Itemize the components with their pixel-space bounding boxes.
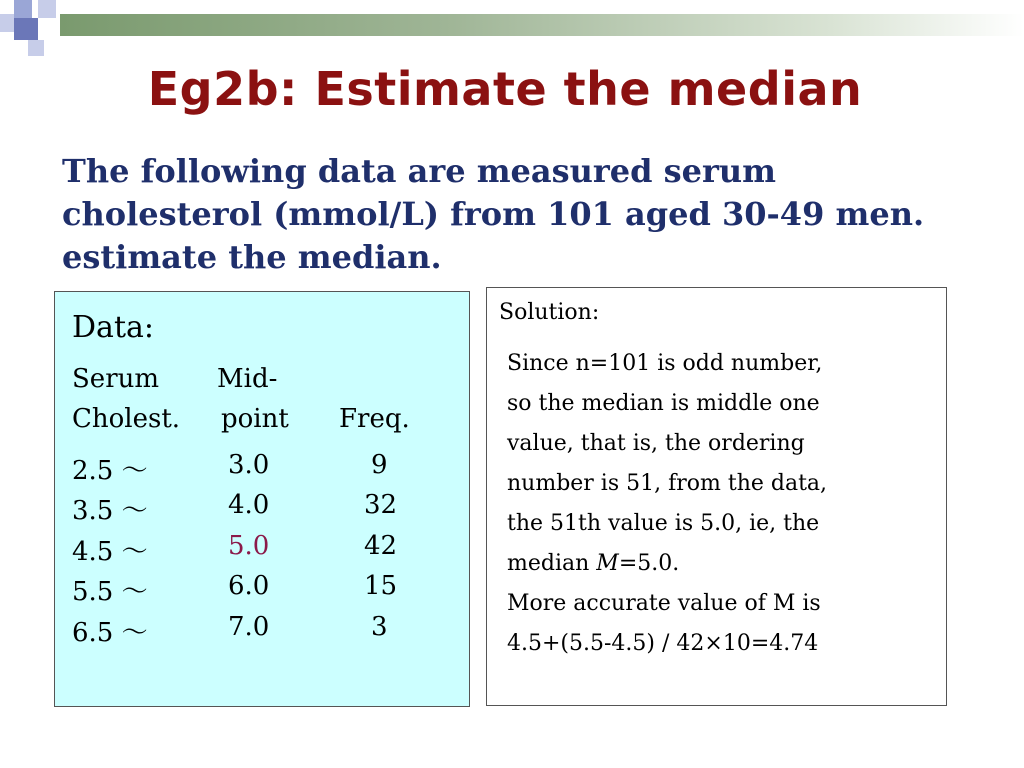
row-midpoint: 3.0 [228, 450, 270, 480]
solution-median-line [507, 551, 679, 576]
col-midpoint-header-line2: point [221, 404, 289, 434]
row-midpoint-highlighted: 5.0 [228, 531, 270, 561]
row-freq: 42 [364, 531, 398, 561]
solution-line: 4.5+(5.5-4.5) / 42×10=4.74 [507, 631, 819, 656]
intro-line: estimate the median. [62, 238, 442, 276]
slide-title: Eg2b: Estimate the median [147, 62, 863, 116]
corner-square-3 [0, 14, 14, 32]
solution-line: Since n=101 is odd number, [507, 351, 823, 376]
col-serum-header-line2: Cholest. [72, 404, 181, 434]
row-midpoint: 4.0 [228, 490, 270, 520]
corner-square-1 [14, 0, 32, 18]
solution-line: number is 51, from the data, [507, 471, 828, 496]
solution-line: value, that is, the ordering [507, 431, 805, 456]
median-suffix: =5.0. [618, 551, 680, 576]
col-freq-header: Freq. [339, 404, 410, 434]
intro-text [62, 150, 962, 279]
row-freq: 32 [364, 490, 398, 520]
row-serum: 2.5 ～ [72, 456, 148, 486]
solution-box [486, 287, 947, 706]
col-midpoint-header-line1: Mid- [217, 364, 278, 394]
median-variable: M [596, 551, 619, 576]
row-serum: 4.5 ～ [72, 537, 148, 567]
data-box [54, 291, 470, 707]
row-serum: 3.5 ～ [72, 496, 148, 526]
row-freq: 9 [371, 450, 388, 480]
row-midpoint: 7.0 [228, 612, 270, 642]
title-bar-decoration [60, 14, 1024, 36]
data-heading: Data: [72, 310, 154, 345]
solution-line: the 51th value is 5.0, ie, the [507, 511, 820, 536]
solution-line: More accurate value of M is [507, 591, 821, 616]
intro-line: cholesterol (mmol/L) from 101 aged 30-49 men. [62, 195, 925, 233]
solution-line: so the median is middle one [507, 391, 820, 416]
row-midpoint: 6.0 [228, 571, 270, 601]
corner-square-2 [38, 0, 56, 18]
median-prefix: median [507, 551, 597, 576]
intro-line: The following data are measured serum [62, 152, 777, 190]
corner-square-6 [28, 40, 44, 56]
corner-square-4 [14, 18, 38, 40]
row-serum: 5.5 ～ [72, 577, 148, 607]
solution-heading: Solution: [499, 300, 600, 325]
corner-square-5 [38, 18, 60, 40]
col-serum-header-line1: Serum [72, 364, 160, 394]
row-freq: 15 [364, 571, 398, 601]
row-freq: 3 [371, 612, 388, 642]
row-serum: 6.5 ～ [72, 618, 148, 648]
